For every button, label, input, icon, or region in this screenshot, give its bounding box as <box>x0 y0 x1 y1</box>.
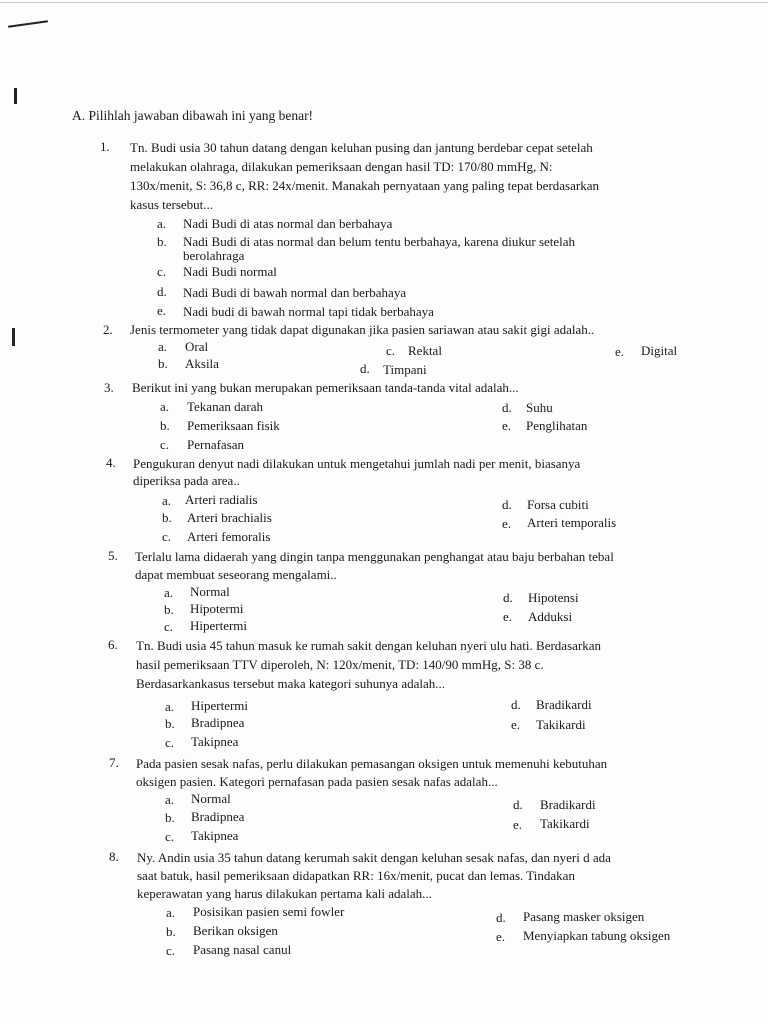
question-3-text: Berikut ini yang bukan merupakan pemeriksaan tanda-tanda vital adalah... <box>132 380 519 395</box>
question-8-option-a: Posisikan pasien semi fowler <box>193 904 345 919</box>
question-1-option-a: Nadi Budi di atas normal dan berbahaya <box>183 216 393 231</box>
question-1-text: 130x/menit, S: 36,8 c, RR: 24x/menit. Manakah pernyataan yang paling tepat berdasarkan <box>130 178 599 193</box>
option-letter: a. <box>166 905 176 920</box>
question-4-text: Pengukuran denyut nadi dilakukan untuk mengetahui jumlah nadi per menit, biasanya <box>133 456 581 471</box>
question-8-option-d: Pasang masker oksigen <box>523 909 645 924</box>
option-letter: a. <box>165 699 175 714</box>
option-letter: e. <box>157 303 167 318</box>
option-letter: b. <box>160 418 170 433</box>
option-letter: c. <box>386 343 396 358</box>
option-letter: c. <box>165 829 175 844</box>
question-7-option-b: Bradipnea <box>191 809 245 824</box>
option-letter: c. <box>157 264 167 279</box>
option-letter: e. <box>615 344 625 359</box>
scan-artifact-mark <box>14 88 17 104</box>
option-letter: b. <box>165 810 175 825</box>
option-letter: e. <box>496 929 506 944</box>
question-8-text: saat batuk, hasil pemeriksaan didapatkan RR: 16x/menit, pucat dan lemas. Tindakan <box>137 868 575 883</box>
question-1-option-c: Nadi Budi normal <box>183 264 277 279</box>
question-5-text: Terlalu lama didaerah yang dingin tanpa menggunakan penghangat atau baju berbahan tebal <box>135 549 614 564</box>
option-letter: b. <box>158 356 168 371</box>
scan-artifact-top-edge <box>0 2 768 3</box>
question-3-option-c: Pernafasan <box>187 437 245 452</box>
question-6-text: hasil pemeriksaan TTV diperoleh, N: 120x/menit, TD: 140/90 mmHg, S: 38 c. <box>136 657 544 672</box>
option-letter: a. <box>164 585 174 600</box>
question-4-number: 4. <box>106 455 116 470</box>
question-4-option-b: Arteri brachialis <box>187 510 272 525</box>
question-8-option-b: Berikan oksigen <box>193 923 278 938</box>
option-letter: e. <box>513 817 523 832</box>
option-letter: b. <box>164 602 174 617</box>
question-2-option-b: Aksila <box>185 356 219 371</box>
option-letter: d. <box>360 361 370 376</box>
section-heading: A. Pilihlah jawaban dibawah ini yang benar! <box>72 108 314 123</box>
question-4-text: diperiksa pada area.. <box>133 473 240 488</box>
question-7-number: 7. <box>109 755 119 770</box>
question-6-option-a: Hipertermi <box>191 698 249 713</box>
question-7-text: oksigen pasien. Kategori pernafasan pada pasien sesak nafas adalah... <box>136 774 498 789</box>
option-letter: c. <box>166 943 176 958</box>
option-letter: c. <box>164 619 174 634</box>
question-3-option-a: Tekanan darah <box>187 399 263 414</box>
question-5-number: 5. <box>108 548 118 563</box>
option-letter: a. <box>158 339 168 354</box>
option-letter: b. <box>165 716 175 731</box>
question-1-text: melakukan olahraga, dilakukan pemeriksaan dengan hasil TD: 170/80 mmHg, N: <box>130 159 553 174</box>
option-letter: e. <box>502 516 512 531</box>
question-4-option-e: Arteri temporalis <box>527 515 617 530</box>
question-1-text: kasus tersebut... <box>130 197 214 212</box>
question-6-option-b: Bradipnea <box>191 715 245 730</box>
option-letter: d. <box>513 797 523 812</box>
question-5-option-a: Normal <box>190 584 230 599</box>
question-5-option-d: Hipotensi <box>528 590 579 605</box>
scan-artifact-line <box>8 20 48 28</box>
question-6-option-c: Takipnea <box>191 734 239 749</box>
question-6-text: Berdasarkankasus tersebut maka kategori suhunya adalah... <box>136 676 446 691</box>
option-letter: c. <box>160 437 170 452</box>
question-1-option-e: Nadi budi di bawah normal tapi tidak berbahaya <box>183 304 434 319</box>
question-6-option-d: Bradikardi <box>536 697 592 712</box>
option-letter: e. <box>502 418 512 433</box>
question-5-option-e: Adduksi <box>528 609 573 624</box>
option-letter: b. <box>166 924 176 939</box>
question-5-option-b: Hipotermi <box>190 601 244 616</box>
option-letter: a. <box>160 399 170 414</box>
question-7-text: Pada pasien sesak nafas, perlu dilakukan pemasangan oksigen untuk memenuhi kebutuhan <box>136 756 608 771</box>
question-3-option-e: Penglihatan <box>526 418 588 433</box>
option-letter: d. <box>157 284 167 299</box>
question-4-option-c: Arteri femoralis <box>187 529 271 544</box>
question-2-option-a: Oral <box>185 339 209 354</box>
question-3-option-d: Suhu <box>526 400 553 415</box>
question-1-text: Tn. Budi usia 30 tahun datang dengan keluhan pusing dan jantung berdebar cepat setelah <box>130 140 593 155</box>
question-5-text: dapat membuat seseorang mengalami.. <box>135 567 337 582</box>
question-7-option-a: Normal <box>191 791 231 806</box>
question-4-option-d: Forsa cubiti <box>527 497 589 512</box>
option-letter: d. <box>503 590 513 605</box>
option-letter: e. <box>511 717 521 732</box>
option-letter: c. <box>165 735 175 750</box>
question-1-option-b-cont: berolahraga <box>183 248 245 263</box>
question-6-number: 6. <box>108 637 118 652</box>
option-letter: d. <box>496 910 506 925</box>
option-letter: a. <box>157 216 167 231</box>
question-1-option-b: Nadi Budi di atas normal dan belum tentu berbahaya, karena diukur setelah <box>183 234 576 249</box>
question-7-option-d: Bradikardi <box>540 797 596 812</box>
question-3-number: 3. <box>104 380 114 395</box>
scan-artifact-mark <box>12 328 15 346</box>
option-letter: a. <box>165 792 175 807</box>
question-2-text: Jenis termometer yang tidak dapat digunakan jika pasien sariawan atau sakit gigi adalah.. <box>130 322 595 337</box>
question-8-number: 8. <box>109 849 119 864</box>
question-7-option-e: Takikardi <box>540 816 590 831</box>
option-letter: b. <box>162 510 172 525</box>
option-letter: d. <box>502 400 512 415</box>
question-2-option-e: Digital <box>641 343 678 358</box>
question-2-number: 2. <box>103 322 113 337</box>
question-2-option-d: Timpani <box>383 362 427 377</box>
option-letter: c. <box>162 529 172 544</box>
question-6-text: Tn. Budi usia 45 tahun masuk ke rumah sakit dengan keluhan nyeri ulu hati. Berdasarkan <box>136 638 601 653</box>
question-1-option-d: Nadi Budi di bawah normal dan berbahaya <box>183 285 407 300</box>
question-3-option-b: Pemeriksaan fisik <box>187 418 280 433</box>
option-letter: d. <box>502 497 512 512</box>
question-4-option-a: Arteri radialis <box>185 492 258 507</box>
question-8-text: Ny. Andin usia 35 tahun datang kerumah sakit dengan keluhan sesak nafas, dan nyeri d ada <box>137 850 611 865</box>
question-8-option-e: Menyiapkan tabung oksigen <box>523 928 671 943</box>
option-letter: b. <box>157 234 167 249</box>
question-6-option-e: Takikardi <box>536 717 586 732</box>
question-8-text: keperawatan yang harus dilakukan pertama kali adalah... <box>137 886 432 901</box>
question-5-option-c: Hipertermi <box>190 618 248 633</box>
question-1-number: 1. <box>100 139 110 154</box>
question-8-option-c: Pasang nasal canul <box>193 942 292 957</box>
option-letter: e. <box>503 609 513 624</box>
option-letter: d. <box>511 697 521 712</box>
option-letter: a. <box>162 493 172 508</box>
question-7-option-c: Takipnea <box>191 828 239 843</box>
question-2-option-c: Rektal <box>408 343 442 358</box>
